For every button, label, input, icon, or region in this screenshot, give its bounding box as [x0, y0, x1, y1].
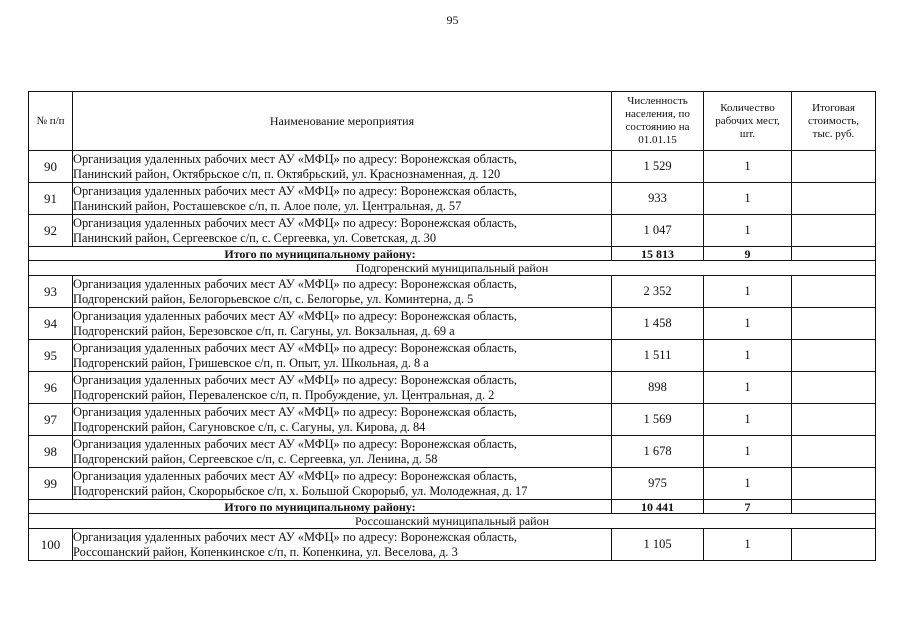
- measure-line: Организация удаленных рабочих мест АУ «МФЦ» по адресу: Воронежская область,: [73, 215, 517, 230]
- district-total-row: [29, 500, 876, 514]
- population-cell: 933: [612, 183, 704, 215]
- row-number: 91: [29, 183, 73, 215]
- row-number: 98: [29, 436, 73, 468]
- cost-cell: [792, 468, 876, 500]
- row-number: 96: [29, 372, 73, 404]
- measure-line: Панинский район, Росташевское с/п, п. Алое поле, ул. Центральная, д. 57: [73, 198, 462, 213]
- measure-name: [73, 183, 612, 215]
- measure-line: Организация удаленных рабочих мест АУ «МФЦ» по адресу: Воронежская область,: [73, 151, 517, 166]
- measure-line: Организация удаленных рабочих мест АУ «МФЦ» по адресу: Воронежская область,: [73, 308, 517, 323]
- workplaces-cell: 1: [704, 308, 792, 340]
- cost-cell: [792, 183, 876, 215]
- measure-name: [73, 308, 612, 340]
- workplaces-cell: 1: [704, 468, 792, 500]
- table-row: [29, 183, 876, 215]
- population-cell: 1 511: [612, 340, 704, 372]
- measure-line: Организация удаленных рабочих мест АУ «МФЦ» по адресу: Воронежская область,: [73, 183, 517, 198]
- workplaces-cell: 1: [704, 404, 792, 436]
- table-row: [29, 308, 876, 340]
- measure-line: Организация удаленных рабочих мест АУ «МФЦ» по адресу: Воронежская область,: [73, 340, 517, 355]
- total-population: 10 441: [612, 500, 704, 514]
- total-population: 15 813: [612, 247, 704, 261]
- measure-name: [73, 529, 612, 561]
- population-cell: 2 352: [612, 276, 704, 308]
- measure-line: Подгоренский район, Сергеевское с/п, с. Сергеевка, ул. Ленина, д. 58: [73, 451, 438, 466]
- measure-line: Организация удаленных рабочих мест АУ «МФЦ» по адресу: Воронежская область,: [73, 404, 517, 419]
- header-cost-line: тыс. руб.: [812, 127, 855, 140]
- row-number: 97: [29, 404, 73, 436]
- measure-line: Панинский район, Сергеевское с/п, с. Сергеевка, ул. Советская, д. 30: [73, 230, 437, 245]
- cost-cell: [792, 529, 876, 561]
- row-number: 92: [29, 215, 73, 247]
- cost-cell: [792, 340, 876, 372]
- district-name: Подгоренский муниципальный район: [29, 261, 876, 276]
- table-row: [29, 404, 876, 436]
- row-number: 95: [29, 340, 73, 372]
- population-cell: 1 105: [612, 529, 704, 561]
- cost-cell: [792, 276, 876, 308]
- header-workplaces-line: рабочих мест,: [715, 114, 780, 127]
- measure-name: [73, 215, 612, 247]
- header-population-line: населения, по: [625, 108, 690, 120]
- district-header-row: [29, 261, 876, 276]
- table-row: [29, 436, 876, 468]
- population-cell: 1 678: [612, 436, 704, 468]
- total-cost: [792, 247, 876, 261]
- table-row: [29, 340, 876, 372]
- header-cost-line: стоимость,: [807, 114, 860, 127]
- district-name: Россошанский муниципальный район: [29, 514, 876, 529]
- cost-cell: [792, 404, 876, 436]
- workplaces-cell: 1: [704, 215, 792, 247]
- population-cell: 1 569: [612, 404, 704, 436]
- measure-line: Подгоренский район, Гришевское с/п, п. Опыт, ул. Школьная, д. 8 а: [73, 355, 429, 370]
- population-cell: 975: [612, 468, 704, 500]
- measure-name: [73, 404, 612, 436]
- table-row: [29, 215, 876, 247]
- measure-line: Организация удаленных рабочих мест АУ «МФЦ» по адресу: Воронежская область,: [73, 436, 517, 451]
- table-row: [29, 529, 876, 561]
- header-cost-line: Итоговая: [812, 101, 855, 114]
- measure-name: [73, 372, 612, 404]
- workplaces-cell: 1: [704, 151, 792, 183]
- row-number: 90: [29, 151, 73, 183]
- measure-line: Организация удаленных рабочих мест АУ «МФЦ» по адресу: Воронежская область,: [73, 468, 517, 483]
- page-number: 95: [446, 13, 459, 27]
- header-workplaces-line: Количество: [720, 101, 775, 114]
- measure-line: Подгоренский район, Скорорыбское с/п, х. Большой Скорорыб, ул. Молодежная, д. 17: [73, 483, 528, 498]
- header-cost: [792, 92, 876, 151]
- row-number: 99: [29, 468, 73, 500]
- measure-name: [73, 436, 612, 468]
- workplaces-cell: 1: [704, 183, 792, 215]
- measure-line: Подгоренский район, Переваленское с/п, п. Пробуждение, ул. Центральная, д. 2: [73, 387, 495, 402]
- measure-line: Панинский район, Октябрьское с/п, п. Октябрьский, ул. Краснознаменная, д. 120: [73, 166, 501, 181]
- measure-name: [73, 276, 612, 308]
- row-number: 94: [29, 308, 73, 340]
- total-workplaces: 7: [704, 500, 792, 514]
- total-workplaces: 9: [704, 247, 792, 261]
- table-row: [29, 372, 876, 404]
- table-header-row: [29, 92, 876, 151]
- table-row: [29, 276, 876, 308]
- measure-name: [73, 340, 612, 372]
- measure-name: [73, 151, 612, 183]
- workplaces-cell: 1: [704, 529, 792, 561]
- measure-line: Россошанский район, Копенкинское с/п, п. Копенкина, ул. Веселова, д. 3: [73, 544, 458, 559]
- workplaces-cell: 1: [704, 340, 792, 372]
- cost-cell: [792, 215, 876, 247]
- cost-cell: [792, 151, 876, 183]
- total-label: Итого по муниципальному району:: [29, 247, 612, 261]
- total-label: Итого по муниципальному району:: [29, 500, 612, 514]
- header-num: № п/п: [29, 92, 73, 151]
- measure-line: Подгоренский район, Березовское с/п, п. Сагуны, ул. Вокзальная, д. 69 а: [73, 323, 455, 338]
- workplaces-cell: 1: [704, 372, 792, 404]
- measure-line: Организация удаленных рабочих мест АУ «МФЦ» по адресу: Воронежская область,: [73, 529, 517, 544]
- header-population: [612, 92, 704, 151]
- table-body: [29, 151, 876, 561]
- header-workplaces: [704, 92, 792, 151]
- workplaces-cell: 1: [704, 276, 792, 308]
- measure-line: Подгоренский район, Сагуновское с/п, с. Сагуны, ул. Кирова, д. 84: [73, 419, 426, 434]
- measure-line: Подгоренский район, Белогорьевское с/п, с. Белогорье, ул. Коминтерна, д. 5: [73, 291, 474, 306]
- district-header-row: [29, 514, 876, 529]
- cost-cell: [792, 372, 876, 404]
- header-population-line: состоянию на: [625, 121, 690, 133]
- header-population-line: 01.01.15: [638, 134, 677, 146]
- cost-cell: [792, 308, 876, 340]
- row-number: 93: [29, 276, 73, 308]
- district-total-row: [29, 247, 876, 261]
- population-cell: 898: [612, 372, 704, 404]
- measure-name: [73, 468, 612, 500]
- population-cell: 1 047: [612, 215, 704, 247]
- header-name: Наименование мероприятия: [73, 92, 612, 151]
- measures-table: [28, 91, 876, 561]
- population-cell: 1 458: [612, 308, 704, 340]
- header-population-line: Численность: [627, 95, 688, 107]
- header-workplaces-line: шт.: [739, 127, 756, 140]
- cost-cell: [792, 436, 876, 468]
- table-row: [29, 151, 876, 183]
- row-number: 100: [29, 529, 73, 561]
- total-cost: [792, 500, 876, 514]
- workplaces-cell: 1: [704, 436, 792, 468]
- table-row: [29, 468, 876, 500]
- measure-line: Организация удаленных рабочих мест АУ «МФЦ» по адресу: Воронежская область,: [73, 372, 517, 387]
- measure-line: Организация удаленных рабочих мест АУ «МФЦ» по адресу: Воронежская область,: [73, 276, 517, 291]
- population-cell: 1 529: [612, 151, 704, 183]
